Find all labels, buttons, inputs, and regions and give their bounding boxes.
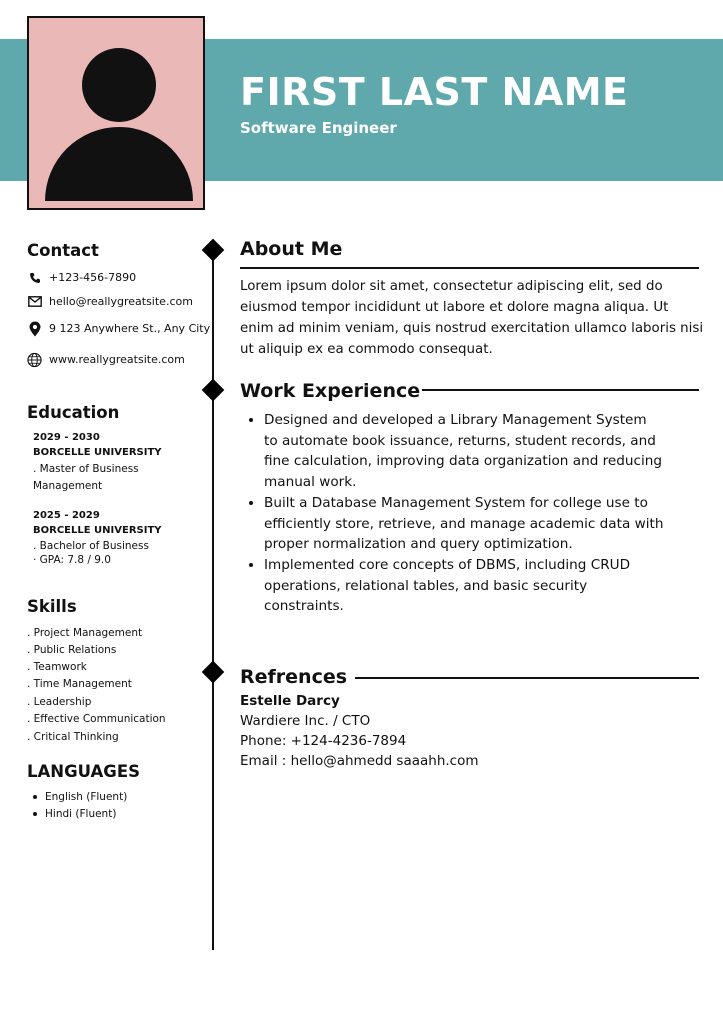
about-heading: About Me	[240, 238, 343, 260]
skill-item: . Effective Communication	[27, 713, 166, 725]
about-divider	[240, 267, 699, 269]
full-name: FIRST LAST NAME	[240, 70, 629, 114]
contact-email	[27, 294, 193, 309]
work-divider	[422, 389, 699, 391]
about-text: Lorem ipsum dolor sit amet, consectetur adipiscing elit, sed do eiusmod tempor incididunt ut labore et dolore magna aliqua. Ut enim ad minim veniam, quis nostrud exercitation ullamco laboris nisi ut aliquip ex ea commodo consequat.	[240, 279, 704, 357]
timeline-diamond-work	[202, 379, 225, 402]
job-title: Software Engineer	[240, 119, 397, 137]
contact-address-text: 9 123 Anywhere St., Any City	[49, 322, 211, 335]
reference-company: Wardiere Inc. / CTO	[240, 713, 371, 729]
profile-photo-placeholder	[27, 16, 205, 210]
globe-icon	[27, 352, 42, 367]
timeline-diamond-references	[202, 661, 225, 684]
skill-item: . Public Relations	[27, 644, 117, 656]
work-list	[240, 410, 664, 617]
bullet-icon	[33, 812, 37, 816]
education-years: 2025 - 2029	[33, 510, 100, 521]
bullet-icon	[33, 795, 37, 799]
education-university: BORCELLE UNIVERSITY	[33, 447, 162, 458]
work-item: • Implemented core concepts of DBMS, including CRUD operations, relational tables, and basic security constraints.	[264, 555, 664, 617]
contact-website-text: www.reallygreatsite.com	[49, 353, 185, 366]
phone-icon	[27, 270, 42, 285]
location-pin-icon	[27, 321, 42, 336]
education-heading: Education	[27, 403, 120, 422]
contact-website	[27, 352, 185, 367]
work-item: • Designed and developed a Library Management System to automate book issuance, returns, student records, and fine calculation, improving data organization and reducing manual work.	[264, 410, 664, 493]
work-heading: Work Experience	[240, 380, 421, 402]
contact-phone-text: +123-456-7890	[49, 271, 137, 284]
references-heading: Refrences	[240, 666, 348, 688]
person-silhouette-icon	[29, 18, 203, 208]
contact-heading: Contact	[27, 241, 99, 260]
education-degree: . Master of Business Management	[33, 463, 139, 492]
languages-heading: LANGUAGES	[27, 762, 140, 781]
education-years: 2029 - 2030	[33, 432, 100, 443]
skill-item: . Critical Thinking	[27, 731, 119, 743]
skill-item: . Time Management	[27, 678, 132, 690]
skill-item: . Leadership	[27, 696, 92, 708]
language-text: Hindi (Fluent)	[45, 808, 117, 820]
language-item	[33, 791, 127, 803]
skill-item: . Teamwork	[27, 661, 87, 673]
timeline-diamond-about	[202, 239, 225, 262]
contact-address	[27, 321, 210, 336]
education-gpa: · GPA: 7.8 / 9.0	[33, 554, 111, 566]
references-divider	[355, 677, 699, 679]
contact-phone	[27, 270, 136, 285]
skills-heading: Skills	[27, 597, 77, 616]
reference-phone: Phone: +124-4236-7894	[240, 733, 407, 749]
contact-email-text: hello@reallygreatsite.com	[49, 295, 193, 308]
skill-item: . Project Management	[27, 627, 143, 639]
language-item	[33, 808, 116, 820]
reference-email: Email : hello@ahmedd saaahh.com	[240, 753, 479, 769]
reference-name: Estelle Darcy	[240, 693, 340, 709]
language-text: English (Fluent)	[45, 791, 128, 803]
education-university: BORCELLE UNIVERSITY	[33, 525, 162, 536]
education-degree: . Bachelor of Business	[33, 540, 149, 552]
timeline-line	[212, 250, 214, 950]
envelope-icon	[27, 294, 42, 309]
work-item: • Built a Database Management System for college use to efficiently store, retrieve, and manage academic data with proper normalization and query optimization.	[264, 493, 664, 555]
